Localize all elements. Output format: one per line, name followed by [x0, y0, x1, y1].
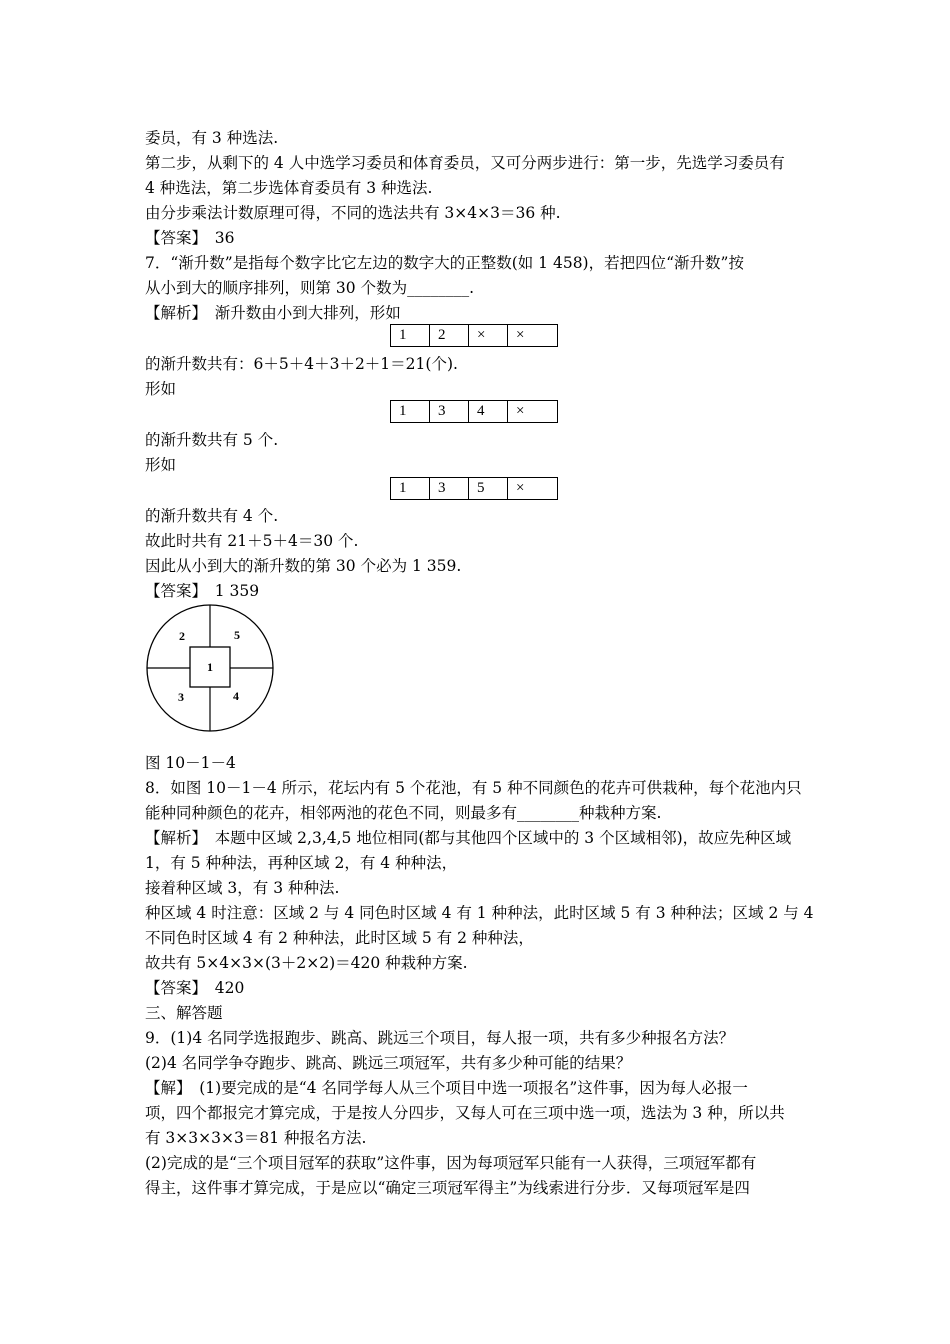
section-heading: 三、解答题 — [145, 1004, 223, 1022]
solution-label: 【解】 (1)要完成的是“4 名同学每人从三个项目中选一项报名”这件事，因为每人必报一 — [145, 1079, 748, 1097]
analysis-label: 【解析】 本题中区域 2,3,4,5 地位相同(都与其他四个区域中的 3 个区域相邻)，故应先种区域 — [145, 829, 792, 847]
region-label-5: 5 — [234, 628, 240, 642]
digit-cell: × — [508, 401, 558, 423]
answer-label: 【答案】 420 — [145, 979, 245, 997]
text-line: 种区域 4 时注意：区域 2 与 4 同色时区域 4 有 1 种种法，此时区域 5 有 3 种种法；区域 2 与 4 — [145, 904, 814, 922]
digit-cell: 3 — [430, 478, 469, 500]
analysis-label: 【解析】 渐升数由小到大排列，形如 — [145, 304, 401, 322]
text-line: 形如 — [145, 456, 177, 474]
digit-cell: 4 — [469, 401, 508, 423]
region-label-4: 4 — [233, 689, 239, 703]
digit-cell: 1 — [391, 325, 430, 347]
answer-label: 【答案】 36 — [145, 229, 235, 247]
text-line: (2)4 名同学争夺跑步、跳高、跳远三项冠军，共有多少种可能的结果？ — [145, 1054, 632, 1072]
text-line: 第二步，从剩下的 4 人中选学习委员和体育委员，又可分两步进行：第一步，先选学习委员有 — [145, 154, 785, 172]
text-line: 1，有 5 种种法，再种区域 2，有 4 种种法， — [145, 854, 458, 872]
text-line: 4 种选法，第二步选体育委员有 3 种选法. — [145, 179, 433, 197]
text-line: 由分步乘法计数原理可得，不同的选法共有 3×4×3＝36 种. — [145, 204, 561, 222]
text-line: 接着种区域 3，有 3 种种法. — [145, 879, 340, 897]
question-8: 8．如图 10－1－4 所示，花坛内有 5 个花池，有 5 种不同颜色的花卉可供栽种，每个花池内只 — [145, 779, 802, 797]
text-line: 的渐升数共有 5 个. — [145, 431, 279, 449]
text-line: 项，四个都报完才算完成，于是按人分四步，又每人可在三项中选一项，选法为 3 种，所以共 — [145, 1104, 785, 1122]
digit-table-1 — [390, 324, 558, 347]
digit-cell: 5 — [469, 478, 508, 500]
text-line: 得主，这件事才算完成，于是应以“确定三项冠军得主”为线索进行分步．又每项冠军是四 — [145, 1179, 750, 1197]
flower-bed-figure — [145, 600, 275, 736]
question-9: 9．(1)4 名同学选报跑步、跳高、跳远三个项目，每人报一项，共有多少种报名方法？ — [145, 1029, 735, 1047]
text-line: 的渐升数共有 4 个. — [145, 507, 279, 525]
text-line: 故共有 5×4×3×(3＋2×2)＝420 种栽种方案. — [145, 954, 468, 972]
digit-cell: 3 — [430, 401, 469, 423]
digit-cell: 1 — [391, 478, 430, 500]
digit-table-3 — [390, 477, 558, 500]
digit-cell: × — [508, 325, 558, 347]
digit-table-2 — [390, 400, 558, 423]
region-label-1: 1 — [207, 660, 213, 674]
digit-cell: × — [469, 325, 508, 347]
digit-cell: 2 — [430, 325, 469, 347]
text-line: 不同色时区域 4 有 2 种种法，此时区域 5 有 2 种种法， — [145, 929, 534, 947]
text-line: 能种同种颜色的花卉，相邻两池的花色不同，则最多有________种栽种方案. — [145, 804, 662, 822]
text-line: (2)完成的是“三个项目冠军的获取”这件事，因为每项冠军只能有一人获得，三项冠军都有 — [145, 1154, 757, 1172]
text-line: 委员，有 3 种选法. — [145, 129, 279, 147]
digit-cell: 1 — [391, 401, 430, 423]
region-label-2: 2 — [179, 629, 185, 643]
text-line: 有 3×3×3×3＝81 种报名方法. — [145, 1129, 367, 1147]
text-line: 形如 — [145, 380, 177, 398]
region-label-3: 3 — [178, 690, 184, 704]
question-7: 7．“渐升数”是指每个数字比它左边的数字大的正整数(如 1 458)，若把四位“渐升数”按 — [145, 254, 744, 272]
digit-cell: × — [508, 478, 558, 500]
answer-label: 【答案】 1 359 — [145, 582, 260, 600]
text-line: 故此时共有 21＋5＋4＝30 个. — [145, 532, 359, 550]
text-line: 从小到大的顺序排列，则第 30 个数为________. — [145, 279, 475, 297]
text-line: 的渐升数共有：6＋5＋4＋3＋2＋1＝21(个). — [145, 355, 458, 373]
figure-caption: 图 10－1－4 — [145, 754, 236, 772]
text-line: 因此从小到大的渐升数的第 30 个必为 1 359. — [145, 557, 462, 575]
